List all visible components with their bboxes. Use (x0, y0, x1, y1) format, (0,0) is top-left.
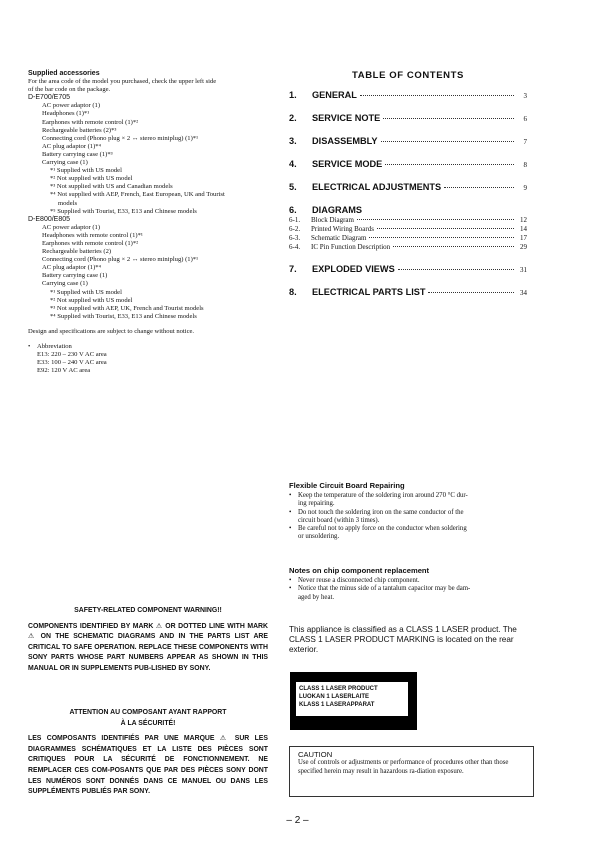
accessory-note: *⁵ Supplied with Tourist, E33, E13 and Chinese models (50, 207, 197, 215)
accessory-note: *⁴ Supplied with Tourist, E33, E13 and Chinese models (50, 312, 197, 320)
accessory-note: *² Not supplied with US model (50, 296, 133, 304)
accessory-note: *¹ Supplied with US model (50, 167, 122, 175)
laser-label-line: KLASS 1 LASERAPPARAT (299, 702, 375, 708)
accessory-item: Battery carrying case (1)*³ (42, 150, 113, 158)
toc-subentry-schematic-diagram[interactable]: 6-3. Schematic Diagram 17 (289, 234, 527, 242)
design-disclaimer: Design and specifications are subject to change without notice. (28, 327, 195, 335)
accessory-item: AC power adaptor (1) (42, 102, 101, 110)
accessory-item: AC power adaptor (1) (42, 223, 101, 231)
supplied-accessories-section (28, 70, 268, 375)
accessory-item: Connecting cord (Phono plug × 2 ↔ stereo miniplug) (1)*¹ (42, 134, 199, 142)
toc-entry-electrical-parts-list[interactable]: 8. ELECTRICAL PARTS LIST 34 (289, 287, 527, 297)
accessory-item: Earphones with remote control (1)*² (42, 118, 139, 126)
accessory-note: *² Not supplied with US model (50, 175, 133, 183)
warning-title: SAFETY-RELATED COMPONENT WARNING!! (74, 607, 222, 614)
accessory-item: AC plug adaptor (1)*⁴ (42, 264, 101, 272)
list-item: • Do not touch the soldering iron on the same conductor of the circuit board (within 3 times). (289, 508, 464, 524)
caution-box (289, 746, 534, 797)
toc-entry-exploded-views[interactable]: 7. EXPLODED VIEWS 31 (289, 264, 527, 274)
accessory-note: *¹ Supplied with US model (50, 288, 122, 296)
list-item: • Never reuse a disconnected chip component. (289, 577, 420, 585)
laser-product-label (290, 672, 417, 730)
accessories-intro-line: For the area code of the model you purchased, check the upper left side (28, 78, 217, 86)
toc-entry-general[interactable]: 1. GENERAL 3 (289, 90, 527, 100)
accessory-item: AC plug adaptor (1)*⁴ (42, 142, 101, 150)
section-heading: Notes on chip component replacement (289, 566, 430, 575)
accessory-note: *³ Not supplied with US and Canadian models (50, 183, 173, 191)
accessory-item: Earphones with remote control (1)*² (42, 239, 139, 247)
abbreviation-item: E92: 120 V AC area (37, 367, 91, 375)
page-number: – 2 – (286, 815, 309, 826)
accessory-item: Headphones (1)*¹ (42, 110, 90, 118)
accessory-item: Connecting cord (Phono plug × 2 ↔ stereo miniplug) (1)*¹ (42, 256, 199, 264)
accessory-item: Battery carrying case (1) (42, 272, 108, 280)
accessories-title: Supplied accessories (28, 70, 100, 77)
warning-title: ATTENTION AU COMPOSANT AYANT RAPPORT À LA SÉCURITÉ! (69, 709, 227, 727)
section-heading: Flexible Circuit Board Repairing (289, 481, 405, 490)
abbreviation-item: E13: 220 – 230 V AC area (37, 351, 107, 359)
accessory-item: Carrying case (1) (42, 280, 88, 288)
safety-warning-english (28, 606, 268, 675)
toc-entry-electrical-adjustments[interactable]: 5. ELECTRICAL ADJUSTMENTS 9 (289, 182, 527, 192)
toc-subentry-block-diagram[interactable]: 6-1. Block Diagram 12 (289, 216, 527, 224)
laser-classification-text: This appliance is classified as a CLASS 1 LASER product. The CLASS 1 LASER PRODUCT MARKING is located on the rear exterior. (289, 625, 517, 655)
accessories-intro-line: of the bar code on the package. (28, 86, 111, 94)
abbreviation-item: E33: 100 – 240 V AC area (37, 359, 107, 367)
abbreviation-heading: • Abbreviation (28, 343, 72, 350)
toc-entry-service-note[interactable]: 2. SERVICE NOTE 6 (289, 113, 527, 123)
accessory-item: Rechargeable batteries (2)*³ (42, 126, 117, 134)
accessory-note: *³ Not supplied with AEP, UK, French and Tourist models (50, 304, 204, 312)
laser-label-line: CLASS 1 LASER PRODUCT (299, 686, 378, 692)
toc-entry-disassembly[interactable]: 3. DISASSEMBLY 7 (289, 136, 527, 146)
accessory-note-continued: models (58, 199, 78, 207)
flex-board-repair-section (289, 482, 527, 541)
chip-component-section (289, 567, 527, 602)
toc-subentry-ic-pin-function[interactable]: 6-4. IC Pin Function Description 29 (289, 243, 527, 251)
list-item: • Be careful not to apply force on the conductor when soldering or unsoldering. (289, 525, 467, 541)
toc-entry-diagrams[interactable]: 6. DIAGRAMS (289, 205, 363, 215)
accessory-note: *⁴ Not supplied with AEP, French, East European, UK and Tourist (50, 191, 225, 199)
warning-body: COMPONENTS IDENTIFIED BY MARK ⚠ OR DOTTED LINE WITH MARK ⚠ ON THE SCHEMATIC DIAGRAMS AND IN THE PARTS LIST ARE CRITICAL TO SAFE OPERATION. REPLACE THESE COMPONENTS WITH SONY PARTS WHOSE PART NUMBERS APPEAR AS SHOWN IN THIS MANUAL OR IN SUPPLEMENTS PUB-LISHED BY SONY. (28, 622, 268, 672)
toc-subentry-printed-wiring-boards[interactable]: 6-2. Printed Wiring Boards 14 (289, 225, 527, 233)
caution-text: Use of controls or adjustments or performance of procedures other than those specified herein may result in hazardous ra-diation exposure. (298, 759, 509, 775)
toc-title: TABLE OF CONTENTS (352, 70, 464, 81)
model-name: D-E700/E705 (28, 94, 71, 102)
toc-entry-service-mode[interactable]: 4. SERVICE MODE 8 (289, 159, 527, 169)
safety-warning-french (28, 708, 268, 798)
model-name: D-E800/E805 (28, 215, 71, 223)
accessory-item: Carrying case (1) (42, 159, 88, 167)
warning-body: LES COMPOSANTS IDENTIFIÉS PAR UNE MARQUE ⚠ SUR LES DIAGRAMMES SCHÉMATIQUES ET LA LISTE DES PIÈCES SONT CRITIQUES POUR LA SÉCURITÉ DE FONCTIONNEMENT. NE REMPLACER CES COM-POSANTS QUE PAR DES PIÈCES SONY DONT LES NUMÉROS SONT DONNÉS DANS CE MANUEL OU DANS LES SUPPLÉMENTS PUBLIÉS PAR SONY. (28, 735, 268, 796)
laser-label-line: LUOKAN 1 LASERLAITE (299, 694, 370, 700)
table-of-contents (289, 70, 527, 310)
caution-title: CAUTION (298, 750, 333, 759)
accessory-item: Headphones with remote control (1)*¹ (42, 231, 143, 239)
list-item: • Notice that the minus side of a tantalum capacitor may be dam- aged by heat. (289, 585, 471, 601)
list-item: • Keep the temperature of the soldering iron around 270 °C dur- ing repairing. (289, 492, 468, 508)
accessory-item: Rechargeable batteries (2) (42, 248, 112, 256)
